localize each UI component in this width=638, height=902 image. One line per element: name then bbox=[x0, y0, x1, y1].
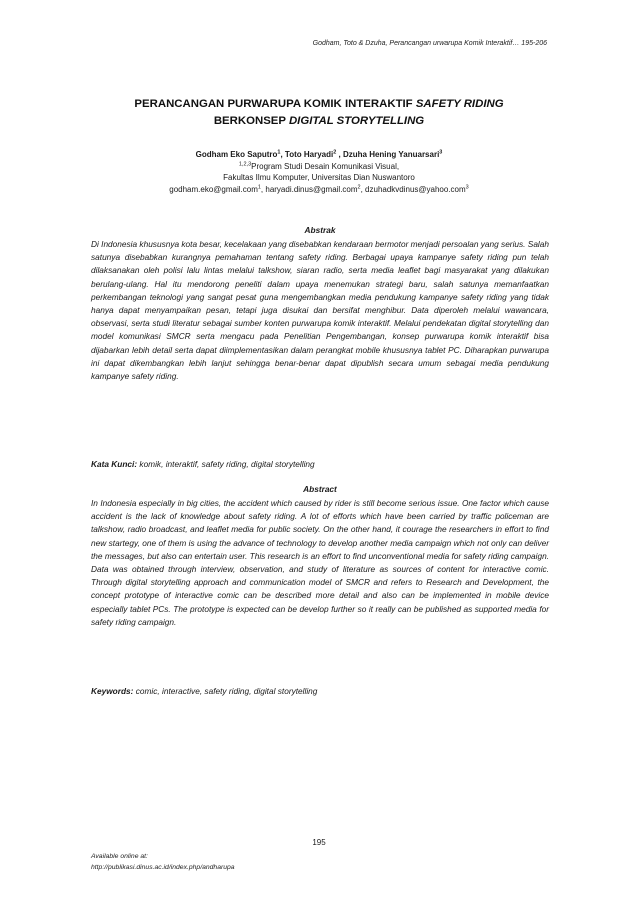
kata-kunci bbox=[91, 459, 549, 469]
author-names bbox=[0, 149, 638, 161]
title-line1: PERANCANGAN PURWARUPA KOMIK INTERAKTIF bbox=[134, 98, 416, 110]
affiliation-2: Fakultas Ilmu Komputer, Universitas Dian Nuswantoro bbox=[223, 173, 415, 183]
kata-kunci-label: Kata Kunci: bbox=[91, 459, 138, 469]
kata-kunci-value: komik, interaktif, safety riding, digital storytelling bbox=[137, 459, 315, 469]
running-header: Godham, Toto & Dzuha, Perancangan urwarupa Komik Interaktif… 195-206 bbox=[312, 40, 547, 47]
keywords bbox=[91, 686, 549, 696]
footer-url: http://publikasi.dinus.ac.id/index.php/andharupa bbox=[91, 863, 235, 871]
author-emails bbox=[0, 184, 638, 196]
title-line1-italic: SAFETY RIDING bbox=[415, 98, 504, 110]
author-block bbox=[0, 149, 638, 195]
abstrak-heading: Abstrak bbox=[304, 225, 336, 235]
author-2: , Toto Haryadi bbox=[280, 150, 334, 159]
title-line2-italic: DIGITAL STORYTELLING bbox=[288, 115, 425, 127]
author-3: , Dzuha Hening Yanuarsari bbox=[336, 150, 440, 159]
email-2: , haryadi.dinus@gmail.com bbox=[260, 184, 358, 194]
affiliation-1 bbox=[0, 161, 638, 173]
footer-available: Available online at: bbox=[91, 853, 148, 860]
abstract-body: In Indonesia especially in big cities, the accident which caused by rider is still become serious issue. One factor which cause accident is the lack of knowledge about safety riding. A lot of efforts which have been carried by traffic policeman are talkshow, radio broadcast, and leaflet media for public society. On the other hand, it courage the researchers in effort to find new startegy, one of them is using the advance of technology to develop another media campaign which not only can deliver the messages, but also can entertain user. This research is an effort to find unconventional media for safety riding campaign. Data was obtained through interview, observation, and study of literature as sources of content for interactive comic. Through digital storytelling approach and communication model of SMCR and refers to Research and Development, the concept prototype of interactive comic can be described more detail and also can be implemented in mobile device especially tablet PCs. The prototype is expected can be develop further so it really can be published as supported media for safety riding campaign. bbox=[91, 498, 549, 627]
author-2-sup: 2 bbox=[333, 149, 337, 156]
abstrak-body: Di Indonesia khususnya kota besar, kecelakaan yang disebabkan kendaraan bermotor menjadi persoalan yang serius. Salah satunya disebabkan kurangnya pemahaman tentang safety riding. Berbagai upaya kampanye safety riding pun telah dilaksanakan oleh polisi lalu lintas melalui talkshow, siaran radio, serta media leaflet bagi masyarakat yang dilakukan berulang-ulang. Hal itu mendorong peneliti dalam upaya menemukan strategi baru, salah satunya memanfaatkan perkembangan teknologi yang sangat pesat guna mengembangkan media pendukung kampanye safety riding yang tidak hanya dapat menyampaikan pesan, tetapi juga disukai dan bersifat menghibur. Data diperoleh melalui wawancara, observasi, serta studi literatur sebagai sumber konten purwarupa komik interaktif. Melalui pendekatan digital storytelling dan model komunikasi SMCR serta mengacu pada Penelitian Pengembangan, konsep purwarupa komik interaktif bisa dijabarkan lebih detail serta dapat diimplementasikan dalam perangkat mobile khususnya tablet PC. Diharapkan purwarupa ini dapat dikembangkan lebih lanjut sehingga benar-benar dapat dipublish secara umum sebagai media pendukung kampanye safety riding. bbox=[91, 239, 550, 382]
page-number: 195 bbox=[312, 838, 326, 847]
email-1-sup: 1 bbox=[257, 184, 261, 191]
email-1: godham.eko@gmail.com bbox=[169, 184, 258, 194]
keywords-value: comic, interactive, safety riding, digital storytelling bbox=[133, 686, 318, 696]
page-footer bbox=[91, 852, 235, 873]
affiliation-program: Program Studi Desain Komunikasi Visual, bbox=[251, 161, 400, 171]
paper-title bbox=[0, 96, 638, 130]
affiliation-sup: 1,2,3 bbox=[238, 160, 252, 167]
email-3: , dzuhadkvdinus@yahoo.com bbox=[360, 184, 466, 194]
title-line2: BERKONSEP bbox=[213, 115, 289, 127]
author-3-sup: 3 bbox=[439, 149, 443, 156]
keywords-label: Keywords: bbox=[91, 686, 134, 696]
email-3-sup: 3 bbox=[465, 184, 469, 191]
author-1-sup: 1 bbox=[277, 149, 281, 156]
email-2-sup: 2 bbox=[357, 184, 361, 191]
author-1: Godham Eko Saputro bbox=[195, 150, 278, 159]
abstract-heading: Abstract bbox=[303, 484, 337, 494]
